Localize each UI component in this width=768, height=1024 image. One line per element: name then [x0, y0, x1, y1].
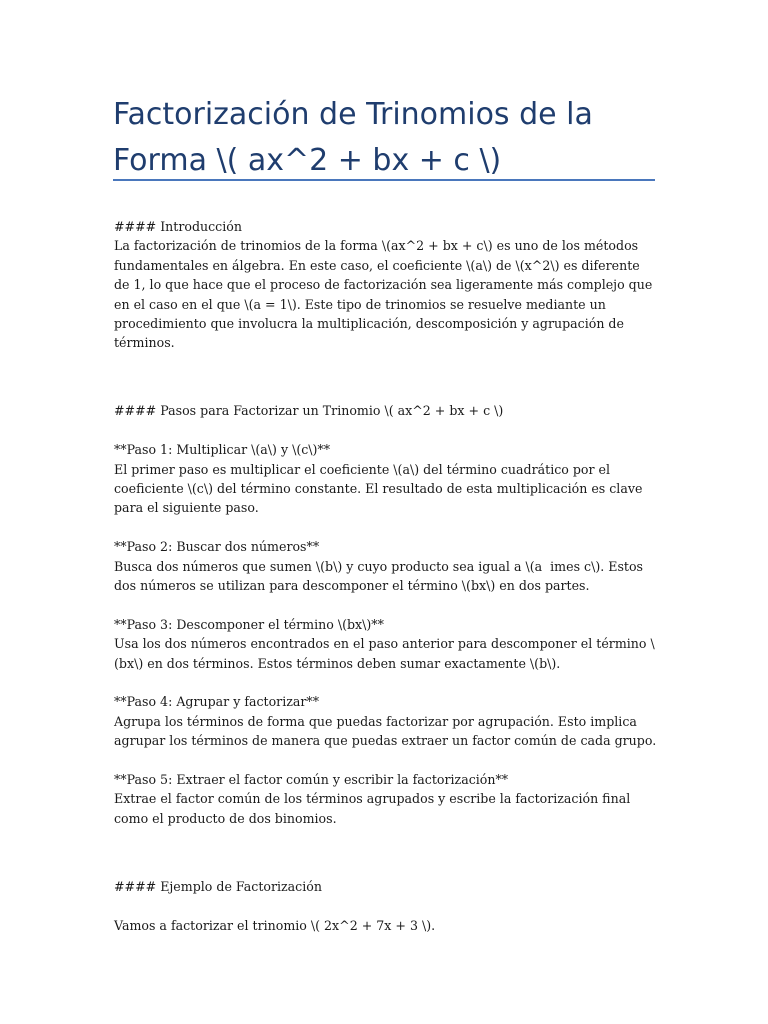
- step-text: Usa los dos números encontrados en el paso anterior para descomponer el término \(bx\) en dos términos. Estos términos deben sumar exactamente \(b\).: [114, 636, 655, 671]
- step-title: **Paso 4: Agrupar y factorizar**: [114, 694, 319, 710]
- step-text: Extrae el factor común de los términos agrupados y escribe la factorización final como el producto de dos binomios.: [114, 791, 635, 826]
- paragraph-spacer: [114, 751, 659, 770]
- steps-heading: #### Pasos para Factorizar un Trinomio \( ax^2 + bx + c \): [114, 403, 504, 419]
- paragraph-spacer: [114, 595, 659, 614]
- title-underline-rule: [113, 179, 655, 181]
- document-body: [114, 217, 659, 935]
- example-text: Vamos a factorizar el trinomio \( 2x^2 + 7x + 3 \).: [114, 917, 436, 933]
- step-text: Agrupa los términos de forma que puedas factorizar por agrupación. Esto implica agrupar los términos de manera que puedas extraer un factor común de cada grupo.: [114, 713, 657, 749]
- document-title: [113, 92, 673, 184]
- step-title: **Paso 2: Buscar dos números**: [114, 539, 320, 555]
- step-text: El primer paso es multiplicar el coeficiente \(a\) del término cuadrático por el coeficiente \(c\) del término constante. El resultado de esta multiplicación es clave para el siguiente paso.: [114, 461, 647, 516]
- intro-heading: #### Introducción: [114, 219, 242, 234]
- paragraph-spacer: [114, 421, 659, 440]
- paragraph-spacer: [114, 518, 659, 537]
- step-title: **Paso 5: Extraer el factor común y escribir la factorización**: [114, 771, 509, 787]
- step-title: **Paso 3: Descomponer el término \(bx\)**: [114, 616, 384, 632]
- intro-paragraph: La factorización de trinomios de la forma \(ax^2 + bx + c\) es uno de los métodos fundamentales en álgebra. En este caso, el coeficiente \(a\) de \(x^2\) es diferente de 1, lo que hace que el proceso de factorización sea ligeramente más complejo que en el caso en el que \(a = 1\). Este tipo de trinomios se resuelve mediante un procedimiento que involucra la multiplicación, descomposición y agrupación de términos.: [114, 238, 657, 351]
- step-text: Busca dos números que sumen \(b\) y cuyo producto sea igual a \(a imes c\). Estos dos números se utilizan para descomponer el término \(bx\) en dos partes.: [114, 558, 648, 593]
- step-title: **Paso 1: Multiplicar \(a\) y \(c\)**: [114, 442, 331, 458]
- paragraph-spacer: [114, 673, 659, 692]
- title-line-1: Factorización de Trinomios de la: [113, 97, 593, 132]
- section-spacer: [114, 353, 659, 402]
- paragraph-spacer: [114, 896, 659, 915]
- section-spacer: [114, 828, 659, 877]
- title-line-2: Forma \( ax^2 + bx + c \): [113, 143, 502, 178]
- example-heading: #### Ejemplo de Factorización: [114, 878, 322, 894]
